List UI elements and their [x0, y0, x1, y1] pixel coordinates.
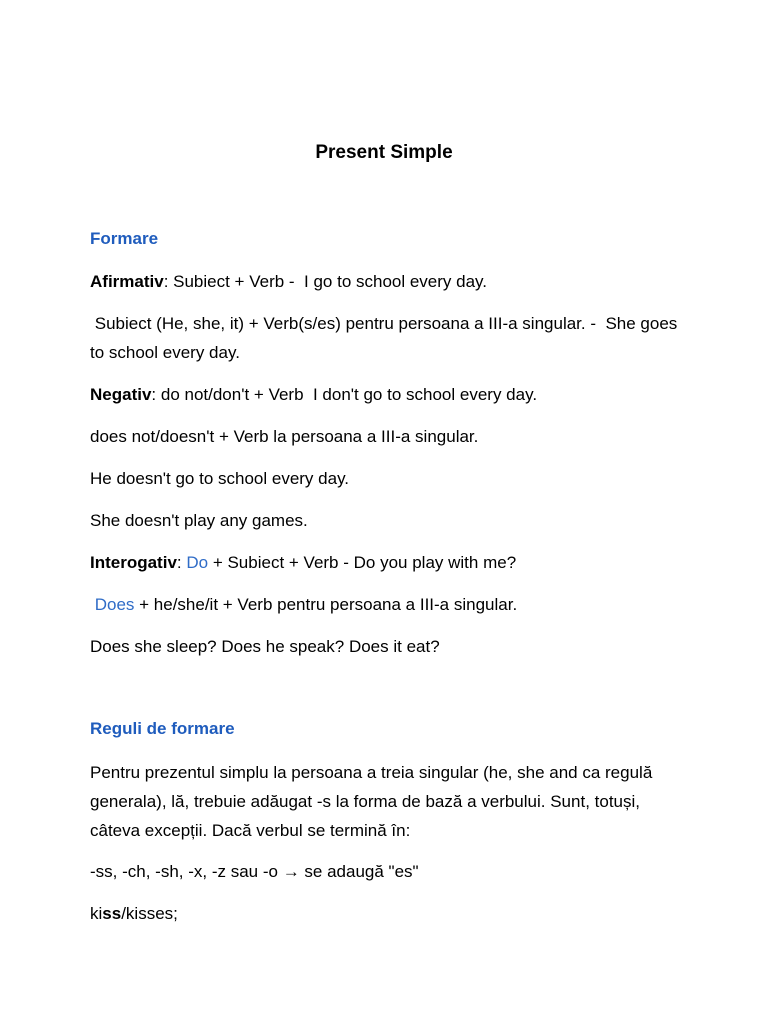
- interogativ-text: + Subiect + Verb - Do you play with me?: [208, 553, 517, 572]
- interogativ-example: Does she sleep? Does he speak? Does it eat?: [90, 637, 440, 656]
- interogativ-line: [90, 548, 680, 577]
- afirmativ-line: [90, 267, 680, 296]
- negativ-text: : do not/don't + Verb I don't go to school every day.: [151, 385, 538, 404]
- interogativ-do: Do: [186, 553, 209, 572]
- example-suffix: /kisses;: [121, 904, 178, 923]
- reguli-paragraph: Pentru prezentul simplu la persoana a treia singular (he, she and ca regulă generala), lă, trebuie adăugat -s la forma de bază a verbului. Sunt, totuși, câteva excepții. Dacă verbul se termină în:: [90, 763, 658, 840]
- negativ-example-2: She doesn't play any games.: [90, 511, 308, 530]
- page-title: Present Simple: [315, 142, 453, 163]
- interogativ-third-text: + he/she/it + Verb pentru persoana a III-a singular.: [134, 595, 518, 614]
- interogativ-third-person: [90, 590, 680, 619]
- afirmativ-third-person: Subiect (He, she, it) + Verb(s/es) pentru persoana a III-a singular. - She goes to school every day.: [90, 314, 683, 362]
- negativ-third-person: does not/doesn't + Verb la persoana a III-a singular.: [90, 427, 479, 446]
- rule-example: [90, 899, 680, 928]
- negativ-label: Negativ: [90, 385, 152, 404]
- negativ-example-1: He doesn't go to school every day.: [90, 469, 350, 488]
- example-prefix: ki: [90, 904, 103, 923]
- example-bold: ss: [102, 904, 122, 923]
- interogativ-colon: :: [176, 553, 187, 572]
- negativ-line: [90, 380, 680, 409]
- afirmativ-text: : Subiect + Verb - I go to school every day.: [163, 272, 488, 291]
- afirmativ-label: Afirmativ: [90, 272, 164, 291]
- interogativ-label: Interogativ: [90, 553, 177, 572]
- section-heading-reguli: Reguli de formare: [90, 719, 235, 738]
- rule-es-ending: -ss, -ch, -sh, -x, -z sau -o → se adaugă "es": [90, 862, 419, 881]
- section-heading-formare: Formare: [90, 229, 159, 248]
- interogativ-does: Does: [94, 595, 135, 614]
